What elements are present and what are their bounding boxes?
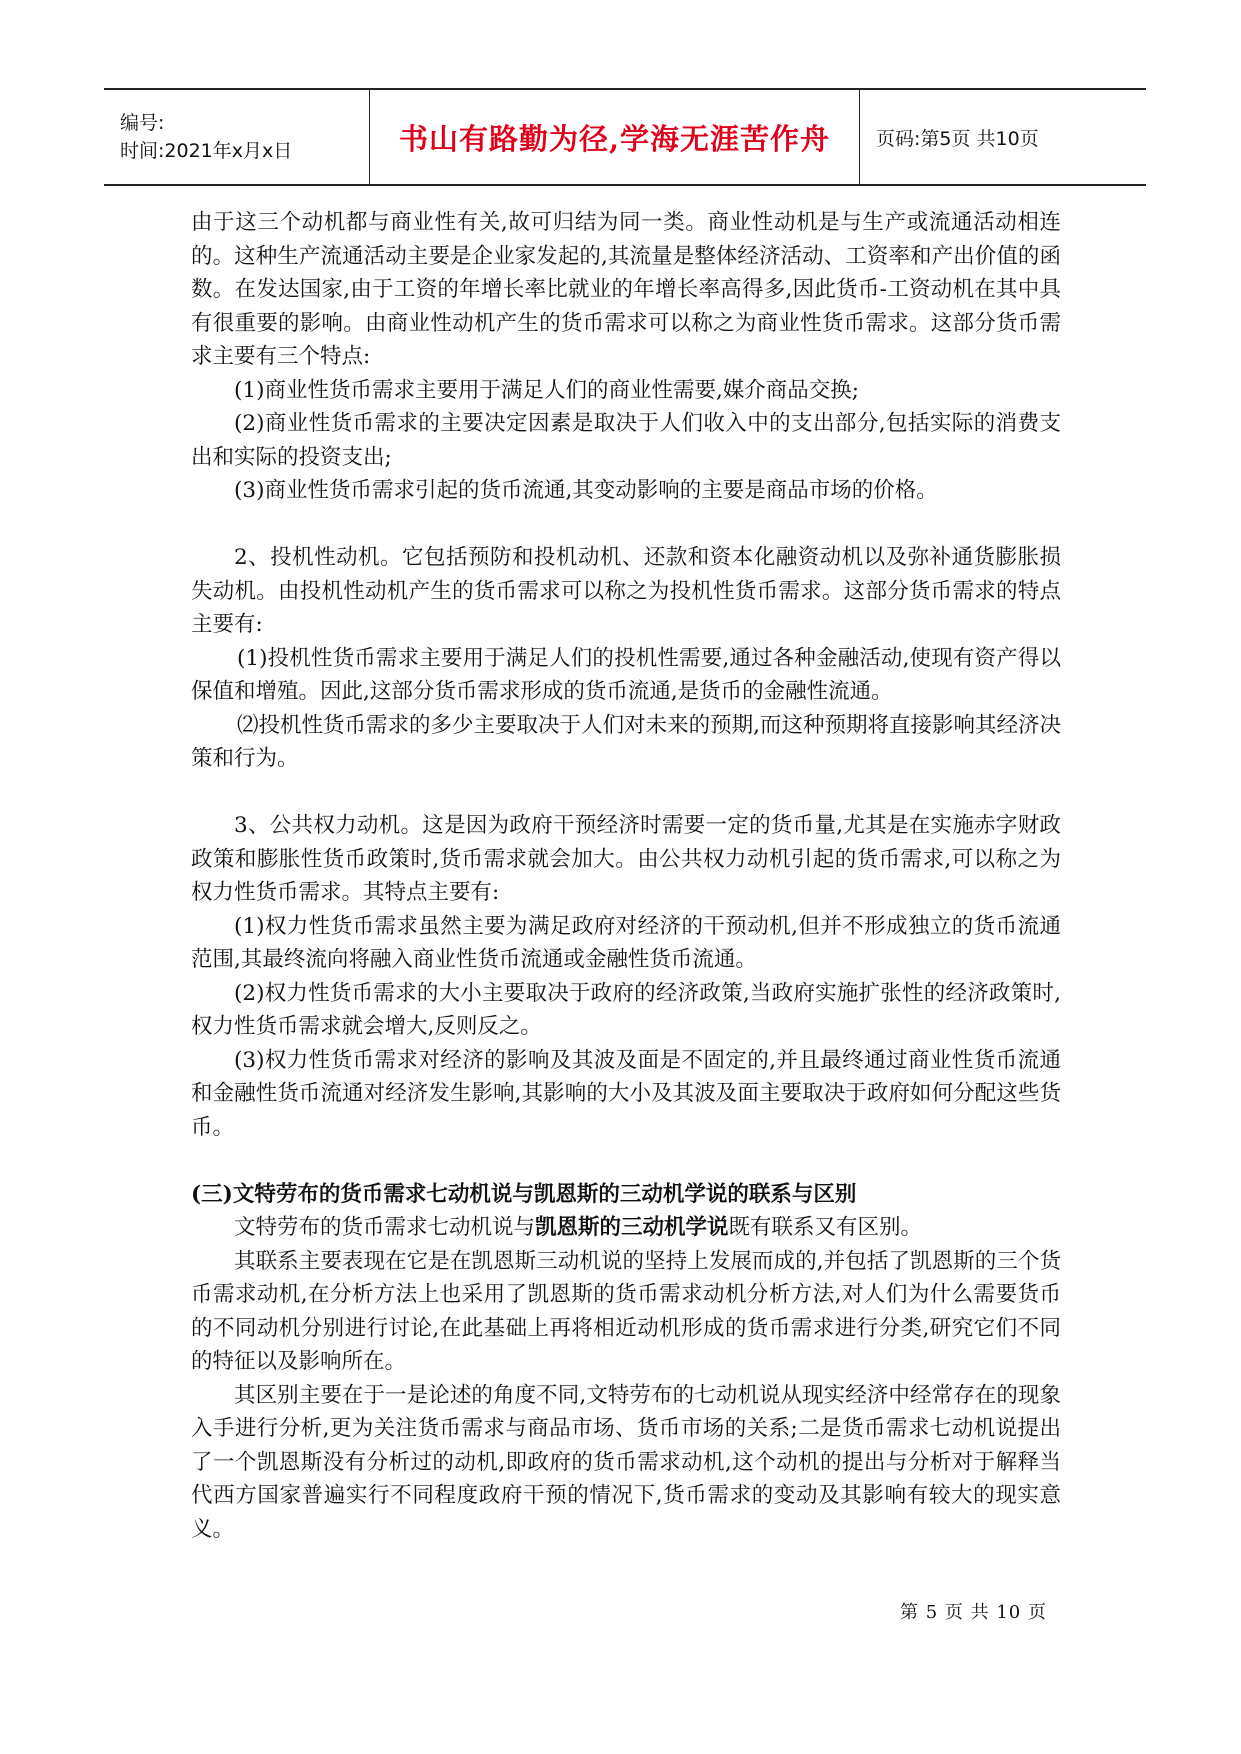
- doc-time-label: 时间:2021年x月x日: [120, 140, 293, 162]
- paragraph: (3)商业性货币需求引起的货币流通,其变动影响的主要是商品市场的价格。: [234, 478, 938, 503]
- text-run: 既有联系又有区别。: [728, 1215, 923, 1240]
- header-page-label: 页码:第5页 共10页: [876, 127, 1039, 150]
- paragraph: (2)权力性货币需求的大小主要取决于政府的经济政策,当政府实施扩张性的经济政策时,权力性货币需求就会增大,反则反之。: [191, 980, 1061, 1039]
- paragraph: (1)投机性货币需求主要用于满足人们的投机性需要,通过各种金融活动,使现有资产得以保值和增殖。因此,这部分货币需求形成的货币流通,是货币的金融性流通。: [191, 645, 1061, 704]
- paragraph: 其区别主要在于一是论述的角度不同,文特劳布的七动机说从现实经济中经常存在的现象入手进行分析,更为关注货币需求与商品市场、货币市场的关系;二是货币需求七动机说提出了一个凯恩斯没有分析过的动机,即政府的货币需求动机,这个动机的提出与分析对于解释当代西方国家普遍实行不同程度政府干预的情况下,货币需求的变动及其影响有较大的现实意义。: [191, 1382, 1061, 1542]
- paragraph: 2、投机性动机。它包括预防和投机动机、还款和资本化融资动机以及弥补通货膨胀损失动机。由投机性动机产生的货币需求可以称之为投机性货币需求。这部分货币需求的特点主要有:: [191, 545, 1061, 637]
- paragraph: (3)权力性货币需求对经济的影响及其波及面是不固定的,并且最终通过商业性货币流通和金融性货币流通对经济发生影响,其影响的大小及其波及面主要取决于政府如何分配这些货币。: [191, 1047, 1061, 1140]
- paragraph: 由于这三个动机都与商业性有关,故可归结为同一类。商业性动机是与生产或流通活动相连的。这种生产流通活动主要是企业家发起的,其流量是整体经济活动、工资率和产出价值的函数。在发达国家,由于工资的年增长率比就业的年增长率高得多,因此货币-工资动机在其中具有很重要的影响。由商业性动机产生的货币需求可以称之为商业性货币需求。这部分货币需求主要有三个特点:: [191, 210, 1061, 369]
- paragraph: 其联系主要表现在它是在凯恩斯三动机说的坚持上发展而成的,并包括了凯恩斯的三个货币需求动机,在分析方法上也采用了凯恩斯的货币需求动机分析方法,对人们为什么需要货币的不同动机分别进行讨论,在此基础上再将相近动机形成的货币需求进行分类,研究它们不同的特征以及影响所在。: [191, 1248, 1061, 1374]
- spacer: [191, 508, 1061, 542]
- paragraph: (1)权力性货币需求虽然主要为满足政府对经济的干预动机,但并不形成独立的货币流通范围,其最终流向将融入商业性货币流通或金融性货币流通。: [191, 913, 1061, 972]
- text-run: 文特劳布的货币需求七动机说与: [234, 1215, 536, 1240]
- paragraph: [191, 1211, 1061, 1245]
- header-motto: 书山有路勤为径,学海无涯苦作舟: [370, 90, 860, 184]
- bold-text-run: 凯恩斯的三动机学说: [535, 1215, 729, 1240]
- paragraph: 3、公共权力动机。这是因为政府干预经济时需要一定的货币量,尤其是在实施赤字财政政策和膨胀性货币政策时,货币需求就会加大。由公共权力动机引起的货币需求,可以称之为权力性货币需求。其特点主要有:: [191, 813, 1061, 905]
- spacer: [191, 776, 1061, 810]
- paragraph: (2)商业性货币需求的主要决定因素是取决于人们收入中的支出部分,包括实际的消费支出和实际的投资支出;: [191, 411, 1061, 470]
- document-body: [191, 206, 1061, 1546]
- spacer: [191, 1144, 1061, 1178]
- section-heading: (三)文特劳布的货币需求七动机说与凯恩斯的三动机学说的联系与区别: [191, 1181, 857, 1207]
- page-header: [104, 88, 1146, 186]
- header-meta: [104, 90, 370, 184]
- paragraph: ⑵投机性货币需求的多少主要取决于人们对未来的预期,而这种预期将直接影响其经济决策和行为。: [191, 712, 1061, 771]
- paragraph: (1)商业性货币需求主要用于满足人们的商业性需要,媒介商品交换;: [234, 377, 860, 403]
- doc-number-label: 编号:: [120, 112, 165, 134]
- page-footer: 第 5 页 共 10 页: [900, 1602, 1047, 1623]
